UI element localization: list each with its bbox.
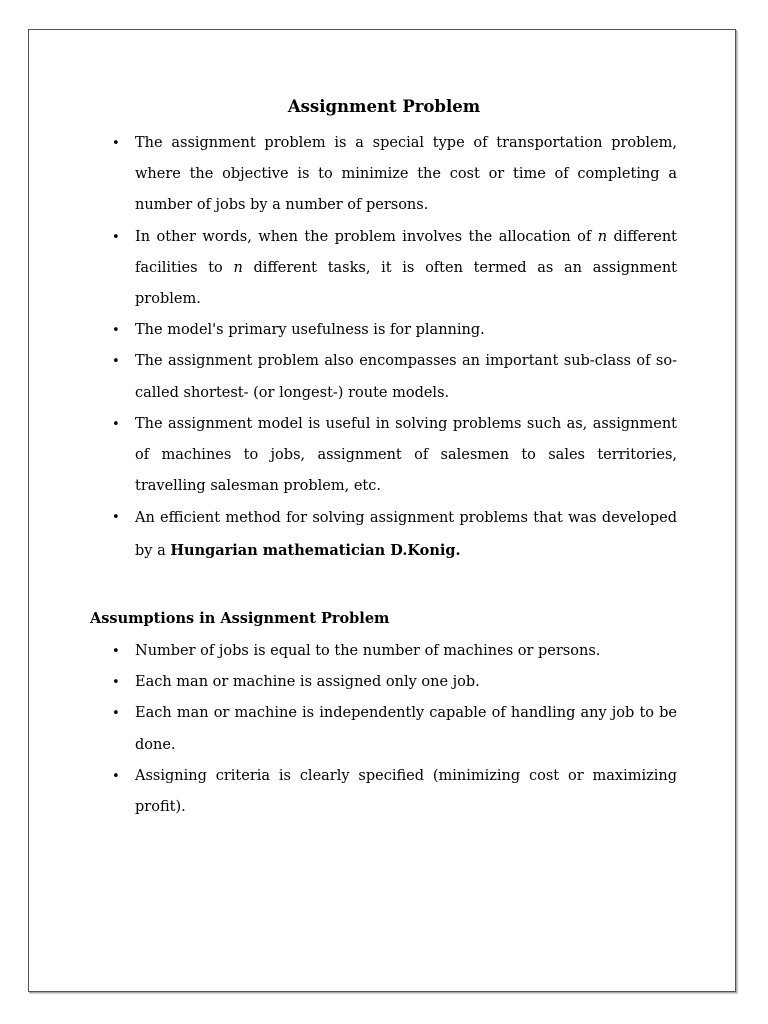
list-item-text: different tasks, it is often termed as an assignment problem. <box>135 259 677 308</box>
variable-n: n <box>233 259 243 276</box>
assumptions-bullet-list <box>135 636 677 823</box>
list-item <box>135 761 677 823</box>
list-item-text: Number of jobs is equal to the number of machines or persons. <box>135 643 601 659</box>
list-item-text: In other words, when the problem involves the allocation of <box>135 228 598 245</box>
list-item-text: Each man or machine is assigned only one job. <box>135 674 480 691</box>
list-item-text: The assignment problem also encompasses an important sub-class of so-called shortest- (or longest-) route models. <box>135 353 677 401</box>
list-item <box>135 315 677 346</box>
list-item-text: The assignment model is useful in solving problems such as, assignment of machines to jobs, assignment of salesmen to sales territories, travelling salesman problem, etc. <box>135 415 677 495</box>
assumptions-heading: Assumptions in Assignment Problem <box>90 610 390 627</box>
list-item <box>135 222 677 316</box>
hungarian-method-credit: Hungarian mathematician D.Konig. <box>170 541 461 559</box>
list-item <box>135 409 677 503</box>
list-item <box>135 698 677 760</box>
list-item-text: The assignment problem is a special type of transportation problem, where the objective is to minimize the cost or time of completing a number of jobs by a number of persons. <box>135 135 677 214</box>
list-item <box>135 128 677 222</box>
list-item <box>135 346 677 408</box>
list-item <box>135 502 677 567</box>
list-item <box>135 636 677 667</box>
list-item <box>135 667 677 698</box>
list-item-text: different facilities to <box>135 228 677 276</box>
page-title: Assignment Problem <box>287 97 481 116</box>
variable-n: n <box>597 228 608 245</box>
list-item-text: An efficient method for solving assignment problems that was developed by a <box>135 510 677 559</box>
list-item-text: The model's primary usefulness is for planning. <box>135 322 485 339</box>
list-item-text: Assigning criteria is clearly specified (minimizing cost or maximizing profit). <box>135 767 677 816</box>
list-item-text: Each man or machine is independently capable of handling any job to be done. <box>135 705 677 753</box>
intro-bullet-list <box>135 128 677 567</box>
